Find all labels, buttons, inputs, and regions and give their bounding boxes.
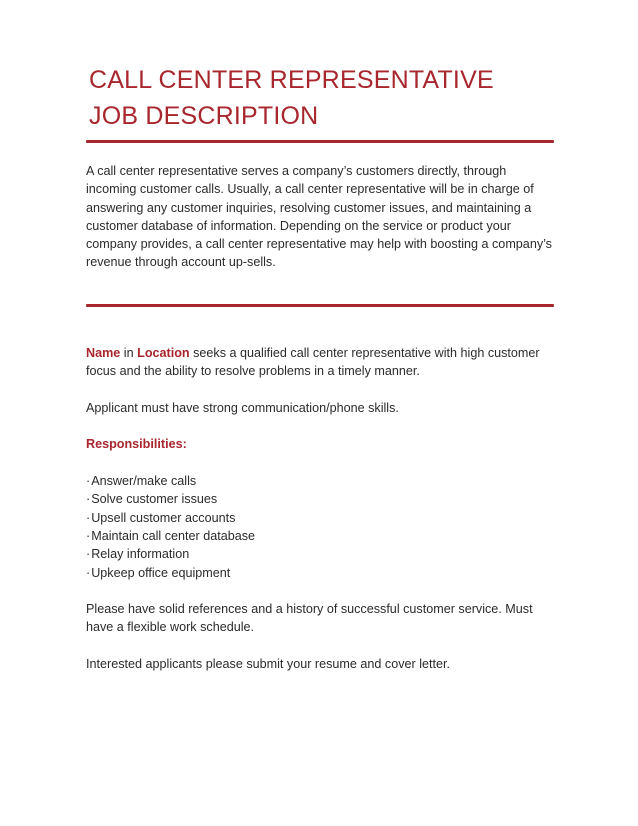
list-item: ·Solve customer issues xyxy=(86,492,218,507)
title-line-2: JOB DESCRIPTION xyxy=(89,102,319,130)
section-divider xyxy=(86,304,554,307)
bullet-icon: · xyxy=(86,492,91,507)
intro-paragraph: A call center representative serves a company’s customers directly, through incoming customer calls. Usually, a call center representative will be in charge of answering any customer inquiries, resolving customer issues, and maintaining a customer database of information. Depending on the service or product your company provides, a call center representative may help with boosting a company’s revenue through account up-sells. xyxy=(86,164,552,270)
bullet-icon: · xyxy=(86,510,91,525)
closing-paragraph: Interested applicants please submit your resume and cover letter. xyxy=(86,657,451,672)
bullet-icon: · xyxy=(86,547,91,562)
skills-requirement: Applicant must have strong communication/phone skills. xyxy=(86,400,399,415)
title-divider xyxy=(86,140,554,143)
bullet-icon: · xyxy=(86,565,91,580)
name-placeholder: Name xyxy=(86,346,121,360)
seeks-text: seeks a qualified call center representative with high customer focus and the ability to resolve problems in a timely manner. xyxy=(86,346,540,379)
references-paragraph: Please have solid references and a history of successful customer service. Must have a flexible work schedule. xyxy=(86,602,533,635)
document-title xyxy=(89,62,559,134)
posting-summary xyxy=(86,344,556,381)
list-item: ·Answer/make calls xyxy=(86,474,197,489)
list-item: ·Relay information xyxy=(86,547,190,562)
bullet-icon: · xyxy=(86,474,91,489)
responsibilities-heading: Responsibilities: xyxy=(86,437,187,452)
responsibilities-list xyxy=(86,472,556,582)
job-posting xyxy=(86,344,556,692)
list-item: ·Upkeep office equipment xyxy=(86,565,231,580)
list-item: ·Maintain call center database xyxy=(86,528,256,543)
list-item: ·Upsell customer accounts xyxy=(86,510,236,525)
title-line-1: CALL CENTER REPRESENTATIVE xyxy=(89,66,494,94)
in-word: in xyxy=(120,346,138,360)
location-placeholder: Location xyxy=(137,346,190,360)
bullet-icon: · xyxy=(86,528,91,543)
